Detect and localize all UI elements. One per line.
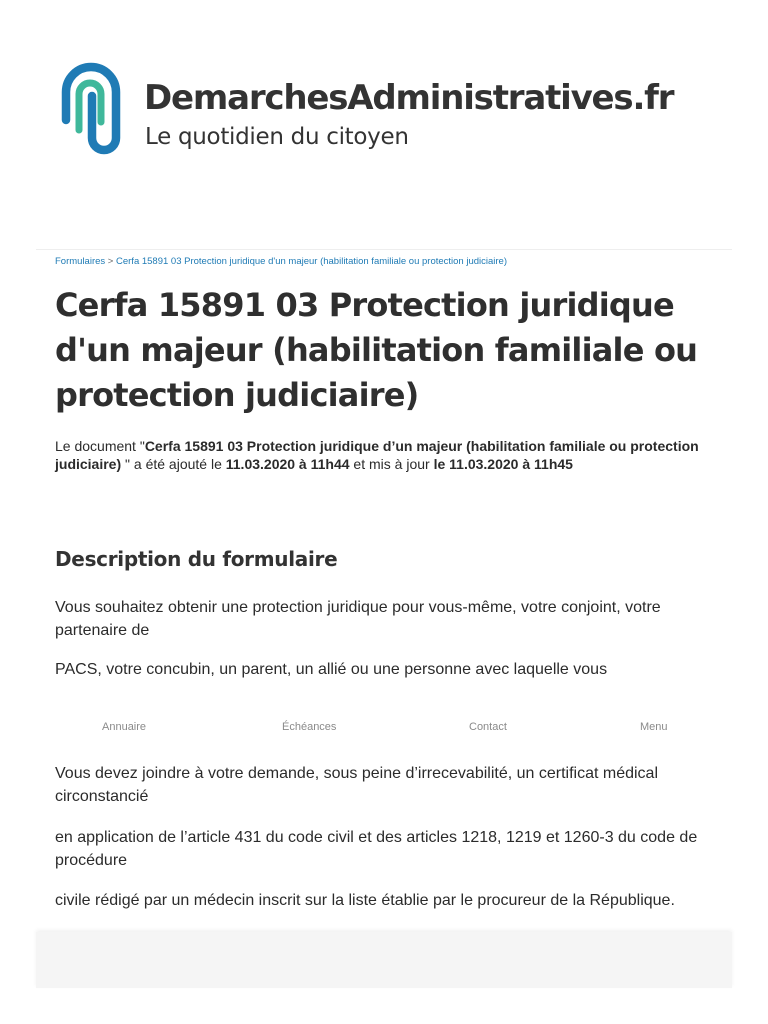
description-paragraph: civile rédigé par un médecin inscrit sur la liste établie par le procureur de la République. [55, 892, 675, 909]
site-logo-icon[interactable] [55, 56, 133, 164]
description-paragraph: Vous souhaitez obtenir une protection juridique pour vous-même, votre conjoint, votre partenaire de [55, 599, 661, 639]
header-divider [36, 249, 732, 250]
page-title: Cerfa 15891 03 Protection juridique d'un majeur (habilitation familiale ou protection judiciaire) [55, 286, 698, 414]
description-paragraph: PACS, votre concubin, un parent, un allié ou une personne avec laquelle vous [55, 661, 608, 678]
site-tagline: Le quotidien du citoyen [145, 124, 409, 150]
meta-after-name: " a été ajouté [121, 456, 211, 472]
description-paragraph: Vous devez joindre à votre demande, sous peine d’irrecevabilité, un certificat médical circonstancié [55, 765, 658, 805]
breadcrumb [55, 256, 507, 267]
description-paragraph: en application de l’article 431 du code civil et des articles 1218, 1219 et 1260-3 du code de procédure [55, 829, 698, 869]
site-name[interactable]: DemarchesAdministratives.fr [144, 78, 674, 118]
nav-item-menu[interactable]: Menu [640, 721, 668, 733]
meta-prefix: Le document " [55, 438, 145, 454]
nav-item-contact[interactable]: Contact [469, 721, 507, 733]
meta-updated-label: le [433, 456, 450, 472]
meta-middle: et mis à jour [349, 456, 434, 472]
meta-added-label: le [210, 456, 226, 472]
section-heading-description: Description du formulaire [55, 547, 338, 571]
breadcrumb-link-formulaires[interactable]: Formulaires [55, 256, 106, 267]
meta-added-date: 11.03.2020 à 11h44 [225, 456, 350, 472]
nav-item-echeances[interactable]: Échéances [282, 721, 337, 733]
meta-document-name: Cerfa 15891 03 Protection juridique d’un majeur (habilitation familiale ou protection judiciaire) [55, 438, 699, 472]
breadcrumb-link-current[interactable]: Cerfa 15891 03 Protection juridique d'un majeur (habilitation familiale ou protection judiciaire) [116, 256, 508, 267]
document-meta [55, 437, 735, 473]
nav-item-annuaire[interactable]: Annuaire [102, 721, 147, 733]
breadcrumb-separator: > [107, 256, 114, 267]
bottom-navigation [36, 718, 732, 740]
bottom-bar [36, 932, 732, 988]
meta-updated-date: 11.03.2020 à 11h45 [449, 456, 573, 472]
